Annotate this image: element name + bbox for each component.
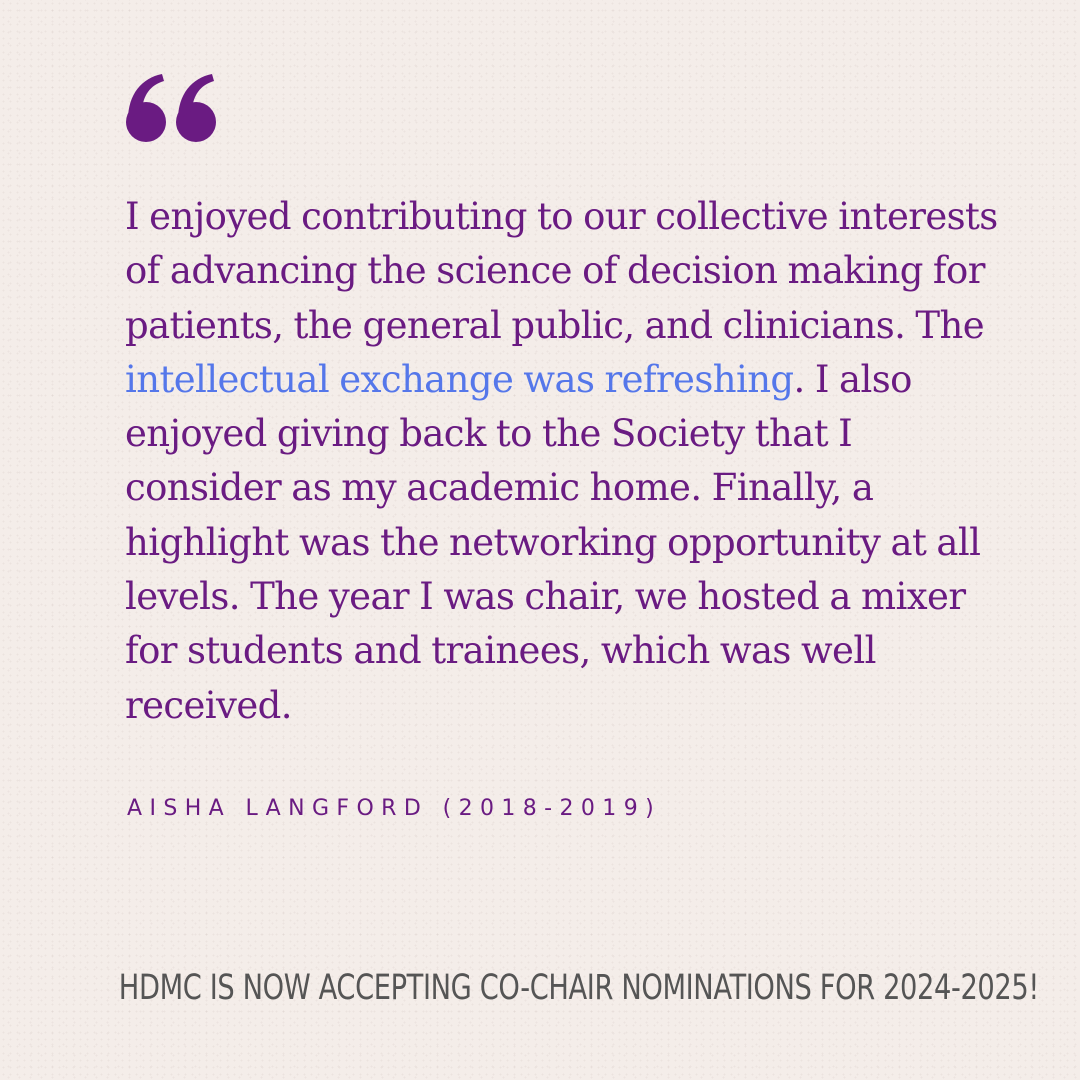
- quote-text-start: I enjoyed contributing to our collective interests of advancing the science of decision making for patients, the general public, and clinicians. The: [125, 195, 998, 347]
- quote-highlight: intellectual exchange was refreshing: [125, 357, 794, 401]
- nomination-banner: HDMC IS NOW ACCEPTING CO-CHAIR NOMINATIONS FOR 2024-2025!: [118, 968, 1039, 1008]
- quote-text-end: . I also enjoyed giving back to the Society that I consider as my academic home. Finally, a highlight was the networking opportunity at all levels. The year I was chair, we hosted a mixer for students and trainees, which was well received.: [125, 357, 981, 727]
- quote-attribution: AISHA LANGFORD (2018-2019): [127, 796, 662, 821]
- quote-text: [125, 190, 1005, 733]
- open-quote-icon: [122, 72, 222, 144]
